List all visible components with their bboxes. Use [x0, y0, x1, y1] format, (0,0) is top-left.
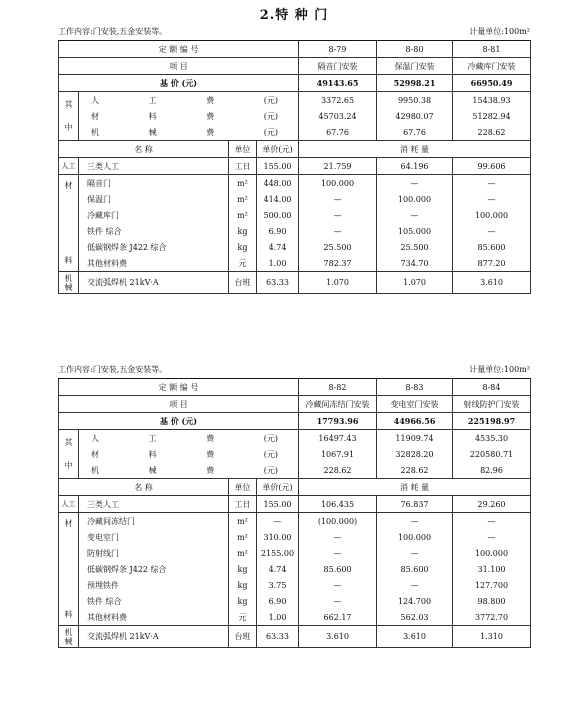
section-1-meta: [58, 26, 530, 37]
value-cell: 冷藏间冻结门安装: [299, 396, 377, 413]
resource-unit: m²: [229, 175, 257, 192]
value-cell: —: [453, 191, 531, 207]
value-cell: 射线防护门安装: [453, 396, 531, 413]
value-cell: 782.37: [299, 255, 377, 272]
value-cell: 51282.94: [453, 108, 531, 124]
resource-name: 三类人工: [79, 158, 229, 175]
value-cell: 220580.71: [453, 446, 531, 462]
value-cell: —: [453, 223, 531, 239]
resource-price: 4.74: [257, 239, 299, 255]
value-cell: 228.62: [377, 462, 453, 479]
value-cell: 8-83: [377, 379, 453, 396]
value-cell: 32828.20: [377, 446, 453, 462]
resource-price: 6.90: [257, 223, 299, 239]
value-cell: 44966.56: [377, 413, 453, 430]
value-cell: —: [377, 577, 453, 593]
value-cell: —: [453, 513, 531, 530]
quota-code-label: 定 额 编 号: [59, 41, 299, 58]
value-cell: 85.600: [299, 561, 377, 577]
value-cell: —: [377, 175, 453, 192]
resource-name: 交流弧焊机 21kV·A: [79, 626, 229, 648]
resource-price: 155.00: [257, 158, 299, 175]
res-unit-header: 单位: [229, 141, 257, 158]
material-category: 材 料: [59, 513, 79, 626]
resource-name: 防射线门: [79, 545, 229, 561]
resource-name: 交流弧焊机 21kV·A: [79, 272, 229, 294]
resource-name: 低碳钢焊条 J422 综合: [79, 561, 229, 577]
resource-unit: 元: [229, 255, 257, 272]
value-cell: 8-82: [299, 379, 377, 396]
resource-name: 变电室门: [79, 529, 229, 545]
value-cell: 17793.96: [299, 413, 377, 430]
resource-unit: kg: [229, 593, 257, 609]
resource-price: 414.00: [257, 191, 299, 207]
base-price-label: 基 价 (元): [59, 75, 299, 92]
value-cell: 25.500: [377, 239, 453, 255]
subgroup-label: 其 中: [59, 92, 79, 141]
resource-price: 1.00: [257, 255, 299, 272]
value-cell: 99.606: [453, 158, 531, 175]
value-cell: 85.600: [377, 561, 453, 577]
machinery-category: 机 械: [59, 626, 79, 648]
res-consume-header: 消 耗 量: [299, 479, 531, 496]
item-label: 项 目: [59, 396, 299, 413]
value-cell: 3372.65: [299, 92, 377, 109]
res-name-header: 名 称: [59, 479, 229, 496]
value-cell: 100.000: [453, 207, 531, 223]
resource-unit: m²: [229, 513, 257, 530]
value-cell: 105.000: [377, 223, 453, 239]
cost-row-label: 材 料 费 (元): [79, 446, 299, 462]
value-cell: 66950.49: [453, 75, 531, 92]
resource-price: 63.33: [257, 626, 299, 648]
resource-name: 隔音门: [79, 175, 229, 192]
value-cell: 562.03: [377, 609, 453, 626]
material-category: 材 料: [59, 175, 79, 272]
base-price-label: 基 价 (元): [59, 413, 299, 430]
value-cell: 21.759: [299, 158, 377, 175]
resource-price: 6.90: [257, 593, 299, 609]
value-cell: 42980.07: [377, 108, 453, 124]
value-cell: 100.000: [377, 191, 453, 207]
labor-category: 人工: [59, 496, 79, 513]
resource-price: 1.00: [257, 609, 299, 626]
value-cell: 保温门安装: [377, 58, 453, 75]
resource-price: 63.33: [257, 272, 299, 294]
value-cell: 1.310: [453, 626, 531, 648]
value-cell: 15438.93: [453, 92, 531, 109]
value-cell: 8-81: [453, 41, 531, 58]
resource-unit: 工日: [229, 496, 257, 513]
resource-name: 铁件 综合: [79, 593, 229, 609]
value-cell: 100.000: [299, 175, 377, 192]
work-content: 工作内容:门安装,五金安装等。: [58, 27, 168, 36]
res-price-header: 单价(元): [257, 479, 299, 496]
resource-name: 低碳钢焊条 J422 综合: [79, 239, 229, 255]
page-title: 2.特 种 门: [259, 8, 329, 23]
resource-price: 155.00: [257, 496, 299, 513]
value-cell: 734.70: [377, 255, 453, 272]
value-cell: 8-80: [377, 41, 453, 58]
quota-table-2: [58, 378, 531, 648]
value-cell: 1.070: [299, 272, 377, 294]
value-cell: 106.435: [299, 496, 377, 513]
value-cell: —: [299, 191, 377, 207]
value-cell: 67.76: [377, 124, 453, 141]
resource-name: 其他材料费: [79, 609, 229, 626]
value-cell: 冷藏库门安装: [453, 58, 531, 75]
value-cell: 225198.97: [453, 413, 531, 430]
resource-unit: 工日: [229, 158, 257, 175]
value-cell: 11909.74: [377, 430, 453, 447]
cost-row-label: 机 械 费 (元): [79, 124, 299, 141]
value-cell: 29.260: [453, 496, 531, 513]
value-cell: 127.700: [453, 577, 531, 593]
value-cell: 228.62: [453, 124, 531, 141]
resource-unit: 元: [229, 609, 257, 626]
value-cell: —: [299, 545, 377, 561]
value-cell: —: [299, 529, 377, 545]
value-cell: 82.96: [453, 462, 531, 479]
measure-unit: 计量单位:100m²: [469, 27, 530, 36]
res-consume-header: 消 耗 量: [299, 141, 531, 158]
value-cell: —: [299, 207, 377, 223]
value-cell: 85.600: [453, 239, 531, 255]
value-cell: —: [453, 175, 531, 192]
value-cell: 877.20: [453, 255, 531, 272]
resource-unit: m²: [229, 545, 257, 561]
value-cell: 3.610: [453, 272, 531, 294]
work-content: 工作内容:门安装,五金安装等。: [58, 365, 168, 374]
machinery-category: 机 械: [59, 272, 79, 294]
value-cell: 8-84: [453, 379, 531, 396]
value-cell: 4535.30: [453, 430, 531, 447]
measure-unit: 计量单位:100m²: [469, 365, 530, 374]
value-cell: 25.500: [299, 239, 377, 255]
resource-unit: 台班: [229, 272, 257, 294]
value-cell: 1.070: [377, 272, 453, 294]
value-cell: 662.17: [299, 609, 377, 626]
value-cell: 45703.24: [299, 108, 377, 124]
value-cell: 76.837: [377, 496, 453, 513]
value-cell: (100.000): [299, 513, 377, 530]
quota-table-1: [58, 40, 531, 294]
value-cell: 1067.91: [299, 446, 377, 462]
resource-unit: kg: [229, 223, 257, 239]
resource-price: 500.00: [257, 207, 299, 223]
resource-name: 冷藏库门: [79, 207, 229, 223]
resource-unit: 台班: [229, 626, 257, 648]
value-cell: —: [299, 577, 377, 593]
labor-category: 人工: [59, 158, 79, 175]
res-unit-header: 单位: [229, 479, 257, 496]
value-cell: 31.100: [453, 561, 531, 577]
value-cell: 3.610: [299, 626, 377, 648]
resource-unit: m²: [229, 207, 257, 223]
resource-price: 4.74: [257, 561, 299, 577]
quota-code-label: 定 额 编 号: [59, 379, 299, 396]
resource-name: 预埋铁件: [79, 577, 229, 593]
resource-unit: m²: [229, 529, 257, 545]
value-cell: 100.000: [453, 545, 531, 561]
cost-row-label: 人 工 费 (元): [79, 92, 299, 109]
value-cell: 67.76: [299, 124, 377, 141]
resource-name: 其他材料费: [79, 255, 229, 272]
resource-unit: m²: [229, 191, 257, 207]
resource-price: 3.75: [257, 577, 299, 593]
cost-row-label: 人 工 费 (元): [79, 430, 299, 447]
resource-name: 铁件 综合: [79, 223, 229, 239]
value-cell: —: [453, 529, 531, 545]
value-cell: 隔音门安装: [299, 58, 377, 75]
value-cell: 49143.65: [299, 75, 377, 92]
value-cell: —: [377, 513, 453, 530]
value-cell: 3772.70: [453, 609, 531, 626]
resource-name: 三类人工: [79, 496, 229, 513]
value-cell: 变电室门安装: [377, 396, 453, 413]
resource-unit: kg: [229, 239, 257, 255]
value-cell: 100.000: [377, 529, 453, 545]
value-cell: 52998.21: [377, 75, 453, 92]
resource-price: —: [257, 513, 299, 530]
subgroup-label: 其 中: [59, 430, 79, 479]
value-cell: 228.62: [299, 462, 377, 479]
resource-name: 冷藏间冻结门: [79, 513, 229, 530]
resource-unit: kg: [229, 577, 257, 593]
value-cell: 3.610: [377, 626, 453, 648]
resource-unit: kg: [229, 561, 257, 577]
value-cell: 98.800: [453, 593, 531, 609]
value-cell: —: [377, 545, 453, 561]
resource-price: 448.00: [257, 175, 299, 192]
res-price-header: 单价(元): [257, 141, 299, 158]
resource-name: 保温门: [79, 191, 229, 207]
value-cell: 9950.38: [377, 92, 453, 109]
value-cell: —: [299, 223, 377, 239]
value-cell: 124.700: [377, 593, 453, 609]
cost-row-label: 材 料 费 (元): [79, 108, 299, 124]
cost-row-label: 机 械 费 (元): [79, 462, 299, 479]
section-2-meta: [58, 364, 530, 375]
resource-price: 2155.00: [257, 545, 299, 561]
value-cell: 16497.43: [299, 430, 377, 447]
value-cell: 8-79: [299, 41, 377, 58]
resource-price: 310.00: [257, 529, 299, 545]
value-cell: 64.196: [377, 158, 453, 175]
value-cell: —: [377, 207, 453, 223]
value-cell: —: [299, 593, 377, 609]
item-label: 项 目: [59, 58, 299, 75]
res-name-header: 名 称: [59, 141, 229, 158]
